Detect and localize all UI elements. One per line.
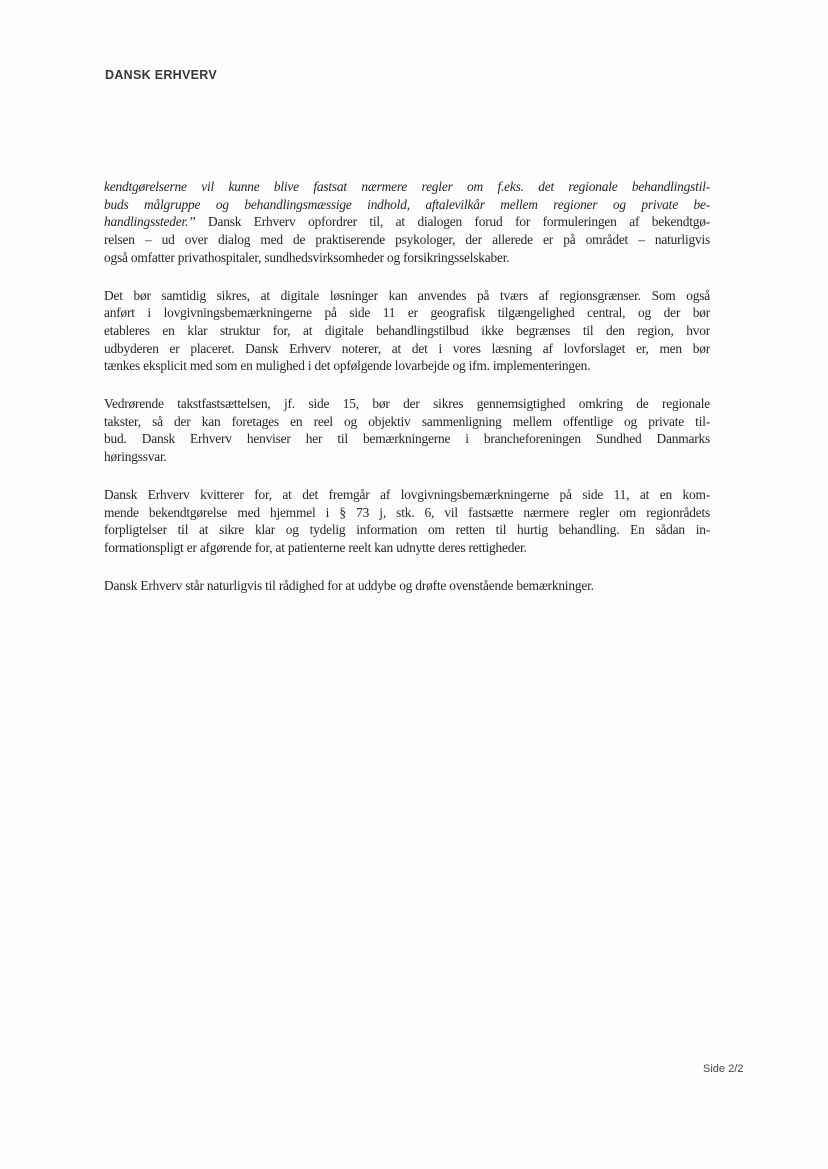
- text-line: kendtgørelserne vil kunne blive fastsat nærmere regler om f.eks. det regionale behandlingstil-: [104, 179, 710, 194]
- paragraph-4: [104, 486, 710, 557]
- text-line: forpligtelser til at sikre klar og tydelig information om retten til hurtig behandling. En sådan in-: [104, 522, 710, 538]
- text-line: buds målgruppe og behandlingsmæssige indhold, aftalevilkår mellem regioner og private be-: [104, 196, 710, 212]
- text-line: Dansk Erhverv står naturligvis til rådighed for at uddybe og drøfte ovenstående bemærkninger.: [104, 577, 594, 593]
- text-line: høringssvar.: [104, 449, 167, 465]
- text-line: Vedrørende takstfastsættelsen, jf. side 15, bør der sikres gennemsigtighed omkring de regionale: [104, 396, 710, 412]
- text-line: mende bekendtgørelse med hjemmel i § 73 j, stk. 6, vil fastsætte nærmere regler om regionrådets: [104, 504, 710, 520]
- paragraph-1: [104, 178, 710, 267]
- text-line: relsen – ud over dialog med de praktiserende psykologer, der allerede er på området – naturligvis: [104, 232, 710, 248]
- quoted-italic-text: handlingssteder.”: [104, 214, 196, 230]
- paragraph-5: [104, 577, 710, 595]
- footer-page-number: Side 2/2: [703, 1063, 744, 1075]
- text-line: [104, 213, 710, 231]
- text-run: Dansk Erhverv opfordrer til, at dialogen forud for formuleringen af bekendtgø-: [208, 214, 710, 230]
- paragraph-2: [104, 287, 710, 376]
- text-line: takster, så der kan foretages en reel og objektiv sammenligning mellem offentlige og private til-: [104, 413, 710, 429]
- text-line: formationspligt er afgørende for, at patienterne reelt kan udnytte deres rettigheder.: [104, 539, 527, 555]
- text-line: anført i lovgivningsbemærkningerne på side 11 er geografisk tilgængelighed central, og der bør: [104, 305, 710, 321]
- text-line: Dansk Erhverv kvitterer for, at det fremgår af lovgivningsbemærkningerne på side 11, at en kom-: [104, 486, 710, 502]
- text-line: udbyderen er placeret. Dansk Erhverv noterer, at det i vores læsning af lovforslaget er, men bør: [104, 340, 710, 356]
- text-line: etableres en klar struktur for, at digitale behandlingstilbud ikke begrænses til den region, hvor: [104, 322, 710, 338]
- text-line: også omfatter privathospitaler, sundhedsvirksomheder og forsikringsselskaber.: [104, 249, 510, 265]
- body-text: [104, 178, 710, 614]
- text-line: bud. Dansk Erhverv henviser her til bemærkningerne i brancheforeningen Sundhed Danmarks: [104, 431, 710, 447]
- text-line: tænkes eksplicit med som en mulighed i det opfølgende lovarbejde og ifm. implementeringen.: [104, 358, 591, 374]
- paragraph-3: [104, 395, 710, 466]
- text-line: Det bør samtidig sikres, at digitale løsninger kan anvendes på tværs af regionsgrænser. Som også: [104, 287, 710, 303]
- brand-header: DANSK ERHVERV: [105, 68, 218, 82]
